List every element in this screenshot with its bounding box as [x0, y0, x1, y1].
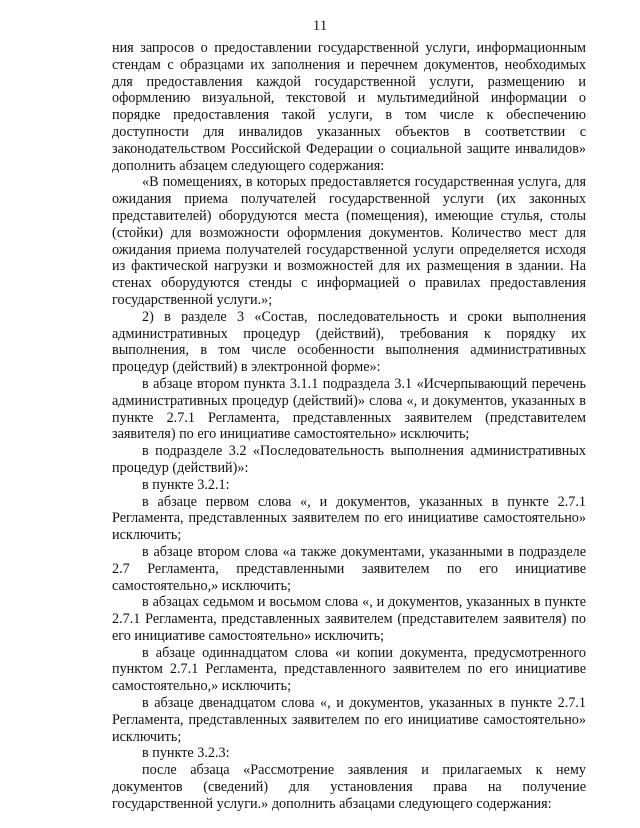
paragraph: в пункте 3.2.1:: [142, 476, 230, 493]
paragraph: в абзаце двенадцатом слова «, и документов, указанных в пункте 2.7.1 Регламента, представленных заявителем по его инициативе самостоятельно» исключить;: [112, 695, 586, 745]
paragraph: в подразделе 3.2 «Последовательность выполнения административных процедур (действий)»:: [112, 443, 586, 476]
paragraph: в абзаце одиннадцатом слова «и копии документа, предусмотренного пунктом 2.7.1 Регламента, представленного заявителем по его инициативе самостоятельно,» исключить;: [112, 644, 586, 695]
paragraph: ния запросов о предоставлении государственной услуги, информационным стендам с образцами их заполнения и перечнем документов, необходимых для предоставления каждой государственной услуги, размещению и оформлению визуальной, текстовой и мультимедийной информации о порядке предоставления такой услуги, в том числе к обеспечению доступности для инвалидов указанных объектов в соответствии с законодательством Российской Федерации о социальной защите инвалидов» дополнить абзацем следующего содержания:: [112, 40, 586, 174]
paragraph: в абзаце втором слова «а также документами, указанными в подразделе 2.7 Регламента, представленными заявителем по его инициативе самостоятельно,» исключить;: [112, 543, 586, 594]
paragraph: 2) в разделе 3 «Состав, последовательность и сроки выполнения административных процедур (действий), требования к порядку их выполнения, в том числе особенности выполнения административных процедур (действий) в электронной форме»:: [112, 308, 586, 376]
document-body: [112, 40, 586, 813]
paragraph: «В помещениях, в которых предоставляется государственная услуга, для ожидания приема получателей государственной услуги (их законных представителей) оборудуются места (помещения), имеющие стулья, столы (стойки) для возможности оформления документов. Количество мест для ожидания приема получателей государственной услуги определяется исходя из фактической нагрузки и возможностей для их размещения в здании. На стенах оборудуются стенды с информацией о правилах предоставления государственной услуги.»;: [112, 174, 586, 308]
paragraph: в абзацах седьмом и восьмом слова «, и документов, указанных в пункте 2.7.1 Регламента, представленных заявителем (представителем заявителя) по его инициативе самостоятельно» исключить;: [112, 594, 586, 644]
paragraph: в абзаце первом слова «, и документов, указанных в пункте 2.7.1 Регламента, представленных заявителем по его инициативе самостоятельно» исключить;: [112, 493, 586, 544]
paragraph: в абзаце втором пункта 3.1.1 подраздела 3.1 «Исчерпывающий перечень административных процедур (действий)» слова «, и документов, указанных в пункте 2.7.1 Регламента, представленных заявителем (представителем заявителя) по его инициативе самостоятельно» исключить;: [112, 375, 586, 443]
paragraph: после абзаца «Рассмотрение заявления и прилагаемых к нему документов (сведений) для установления права на получение государственной услуги.» дополнить абзацами следующего содержания:: [112, 762, 586, 812]
page-number: 11: [312, 18, 328, 34]
paragraph: в пункте 3.2.3:: [142, 745, 230, 762]
